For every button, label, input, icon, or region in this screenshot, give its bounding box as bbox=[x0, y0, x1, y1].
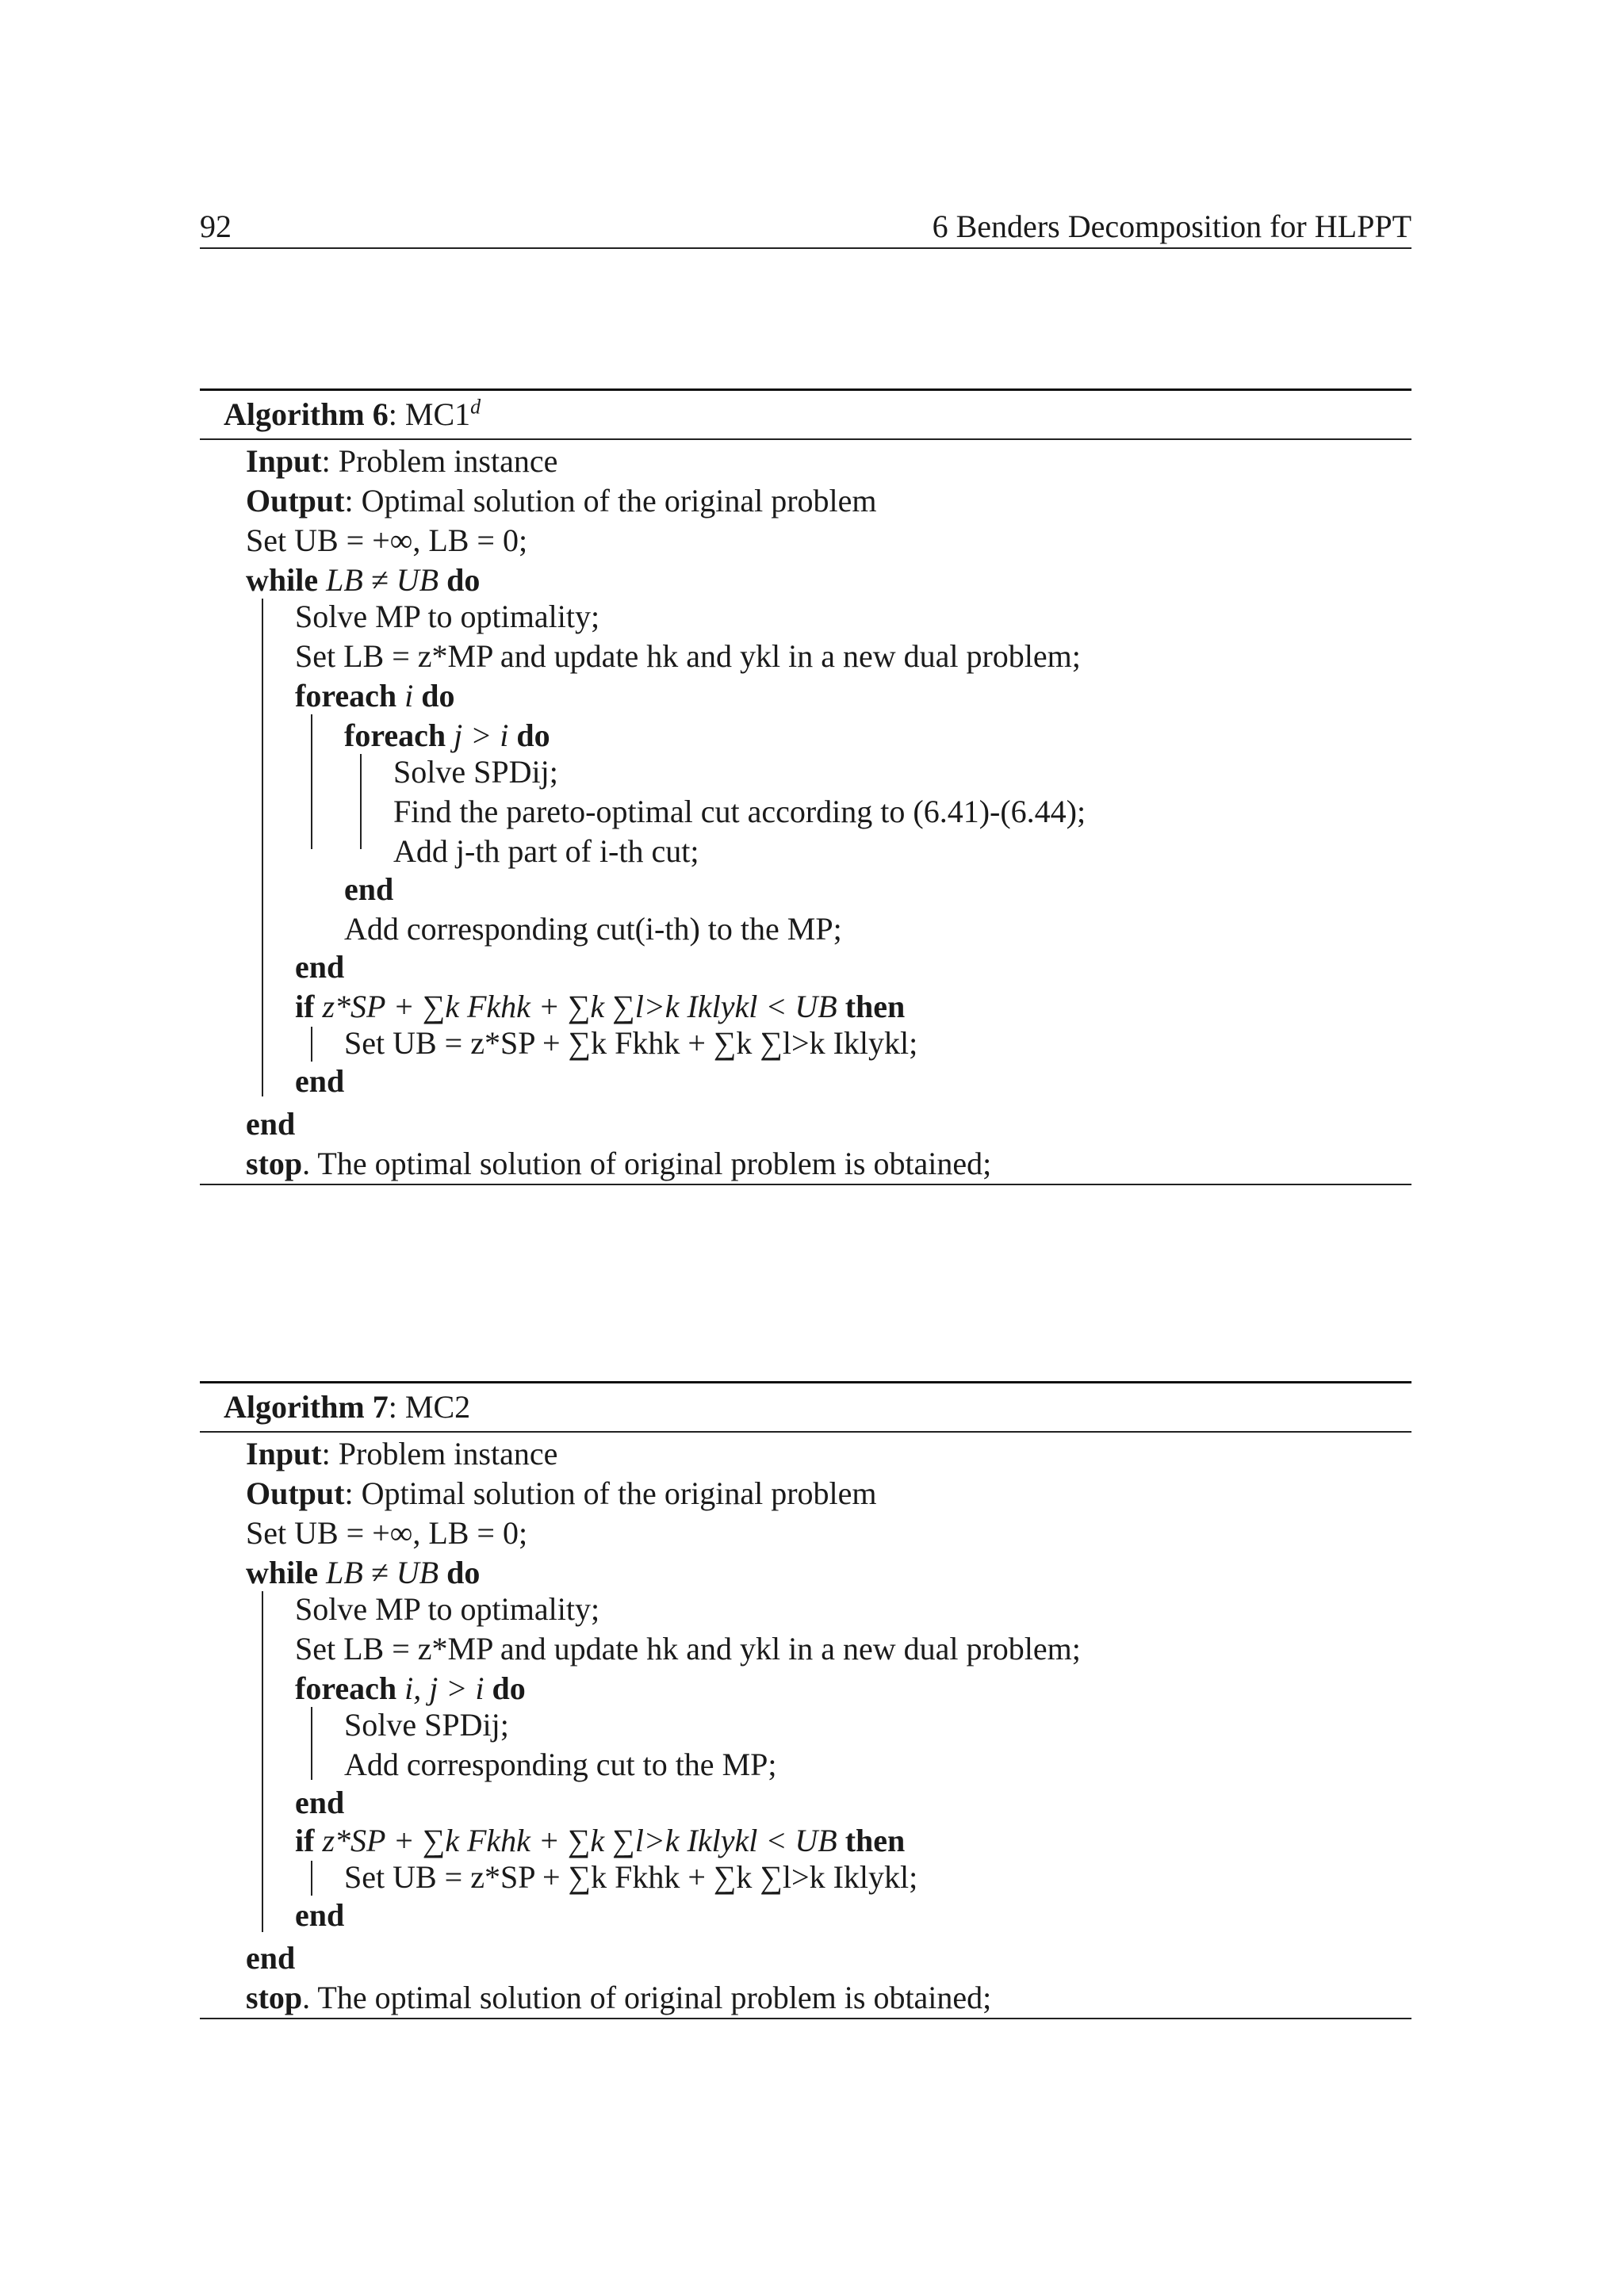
init-line: Set UB = +∞, LB = 0; bbox=[246, 1515, 528, 1551]
title-rule bbox=[200, 438, 1411, 440]
foreach-block-bar bbox=[311, 1707, 312, 1780]
set-lb-line: Set LB = z*MP and update hk and ykl in a new dual problem; bbox=[295, 1631, 1081, 1667]
init-line: Set UB = +∞, LB = 0; bbox=[246, 522, 528, 558]
algorithm-name: MC2 bbox=[404, 1389, 471, 1425]
if-line: if z*SP + ∑k Fkhk + ∑k ∑l>k Iklykl < UB then bbox=[295, 1823, 906, 1858]
end-foreach-i: end bbox=[295, 949, 345, 985]
page-number: 92 bbox=[200, 209, 232, 244]
algorithm-name: MC1 bbox=[404, 396, 471, 432]
while-line: while LB ≠ UB do bbox=[246, 1555, 481, 1590]
foreach-j-block-bar bbox=[360, 754, 362, 849]
end-while: end bbox=[246, 1940, 296, 1976]
stop-line: stop. The optimal solution of original problem is obtained; bbox=[246, 1980, 992, 2015]
output-line: Output: Optimal solution of the original problem bbox=[246, 1475, 877, 1511]
foreach-i-line: foreach i do bbox=[295, 678, 455, 714]
foreach-line: foreach i, j > i do bbox=[295, 1670, 526, 1706]
set-ub-line: Set UB = z*SP + ∑k Fkhk + ∑k ∑l>k Iklykl; bbox=[344, 1025, 918, 1061]
end-foreach: end bbox=[295, 1785, 345, 1820]
if-block-bar bbox=[311, 1027, 312, 1062]
add-cut-line: Add corresponding cut(i-th) to the MP; bbox=[344, 911, 842, 947]
set-lb-line: Set LB = z*MP and update hk and ykl in a new dual problem; bbox=[295, 638, 1081, 674]
input-line: Input: Problem instance bbox=[246, 443, 558, 479]
title-rule bbox=[200, 1431, 1411, 1433]
algorithm-label: Algorithm 6 bbox=[224, 396, 389, 432]
while-line: while LB ≠ UB do bbox=[246, 562, 481, 598]
algorithm-title: Algorithm 6: MC1$^d$ bbox=[224, 395, 481, 432]
end-foreach-j: end bbox=[344, 871, 394, 907]
if-block-bar bbox=[311, 1861, 312, 1896]
end-if: end bbox=[295, 1897, 345, 1933]
add-cut-line: Add corresponding cut to the MP; bbox=[344, 1747, 777, 1782]
input-line: Input: Problem instance bbox=[246, 1436, 558, 1471]
solve-spd-line: Solve SPDij; bbox=[393, 754, 558, 790]
add-part-line: Add j-th part of i-th cut; bbox=[393, 833, 699, 869]
end-while: end bbox=[246, 1106, 296, 1142]
running-header bbox=[200, 208, 1411, 249]
while-block-bar-lower bbox=[262, 892, 263, 1096]
foreach-j-line: foreach j > i do bbox=[344, 718, 550, 753]
solve-spd-line: Solve SPDij; bbox=[344, 1707, 509, 1743]
set-ub-line: Set UB = z*SP + ∑k Fkhk + ∑k ∑l>k Iklykl; bbox=[344, 1859, 918, 1895]
running-title: 6 Benders Decomposition for HLPPT bbox=[932, 209, 1411, 244]
solve-mp-line: Solve MP to optimality; bbox=[295, 599, 600, 634]
while-block-bar bbox=[262, 599, 263, 892]
foreach-i-block-bar bbox=[311, 714, 312, 849]
if-line: if z*SP + ∑k Fkhk + ∑k ∑l>k Iklykl < UB then bbox=[295, 989, 906, 1024]
algorithm-6 bbox=[200, 388, 1411, 1185]
solve-mp-line: Solve MP to optimality; bbox=[295, 1591, 600, 1627]
end-if: end bbox=[295, 1063, 345, 1099]
algorithm-7 bbox=[200, 1381, 1411, 2019]
find-pareto-line: Find the pareto-optimal cut according to (6.41)-(6.44); bbox=[393, 794, 1086, 829]
algorithm-title: Algorithm 7: MC2 bbox=[224, 1389, 471, 1425]
while-block-bar bbox=[262, 1591, 263, 1932]
stop-line: stop. The optimal solution of original problem is obtained; bbox=[246, 1146, 992, 1181]
algorithm-label: Algorithm 7 bbox=[224, 1389, 389, 1425]
output-line: Output: Optimal solution of the original problem bbox=[246, 483, 877, 519]
